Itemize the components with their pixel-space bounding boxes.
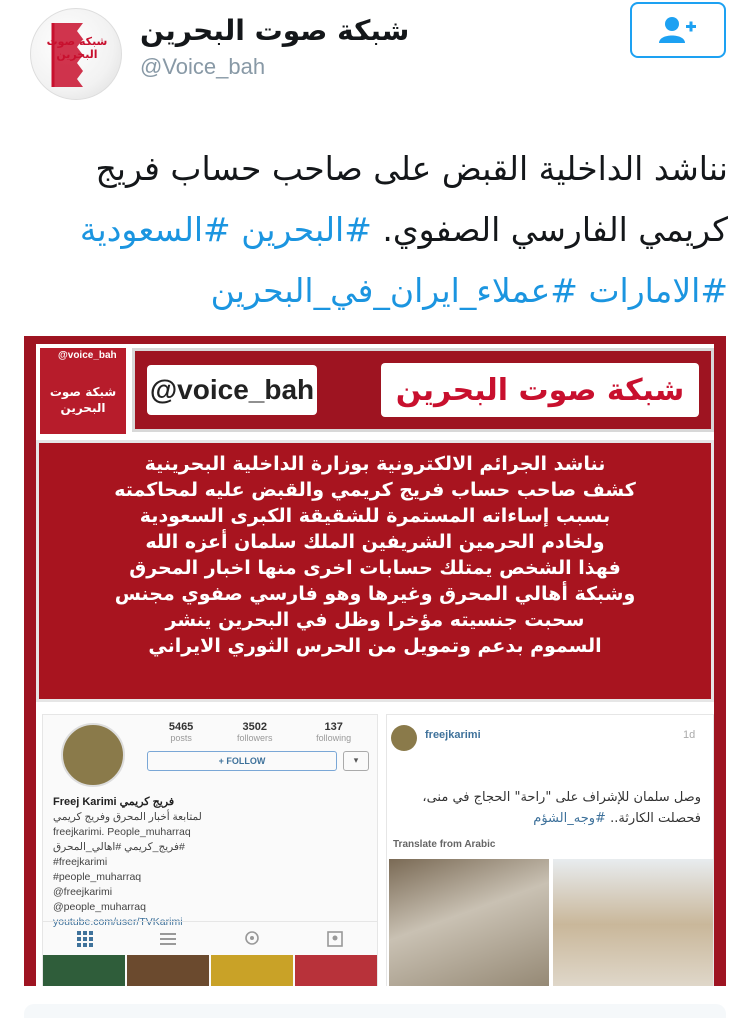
post-caption-text: وصل سلمان للإشراف على "راحة" الحجاج في منى، فحصلت الكارثة..	[422, 790, 701, 826]
screenshot-collage	[36, 714, 714, 986]
post-time: 1d	[683, 729, 696, 741]
mini-logo-handle: @voice_bah	[58, 350, 117, 361]
statement-line: ولخادم الحرمين الشريفين الملك سلمان أعزه الله	[145, 531, 605, 553]
ig-bio	[53, 795, 373, 930]
ig-stat	[316, 721, 351, 743]
ig-bio-link: youtube.com/user/TVKarimi	[53, 916, 183, 928]
hashtag-link[interactable]: #السعودية	[79, 210, 231, 249]
ig-stats	[147, 721, 373, 743]
hashtag-link[interactable]: #الامارات	[588, 271, 728, 310]
ig-stat-number: 5465	[168, 721, 194, 733]
ig-bio-line: @freejkarimi	[53, 886, 113, 898]
ig-bio-line: #فريج_كريمي #اهالي_المحرق	[53, 841, 185, 853]
hashtag-link[interactable]: #عملاء_ايران_في_البحرين	[210, 271, 578, 310]
post-caption-hashtag: #وجه_الشؤم	[533, 811, 606, 826]
statement-line: كشف صاحب حساب فريج كريمي والقبض عليه لمحاكمته	[114, 479, 636, 501]
ig-bio-line: freejkarimi. People_muharraq	[53, 826, 191, 838]
tweet-body: نناشد الداخلية القبض على صاحب حساب فريج كريمي الفارسي الصفوي.	[95, 149, 728, 249]
banner-title: شبكة صوت البحرين	[381, 363, 699, 417]
instagram-post-screenshot	[386, 714, 714, 986]
ig-tabs	[43, 921, 377, 955]
tweet-header	[0, 0, 750, 110]
ig-follow-button: + FOLLOW	[147, 751, 337, 771]
image-banner-row	[36, 344, 714, 434]
ig-thumbnails	[43, 955, 377, 986]
post-username: freejkarimi	[425, 729, 481, 741]
avatar-label: شبكة صوت البحرين	[46, 35, 108, 61]
post-images	[389, 859, 713, 986]
banner-handle: @voice_bah	[147, 365, 317, 415]
profile-avatar[interactable]	[30, 8, 122, 100]
ig-stat-number: 137	[324, 721, 343, 733]
ig-bio-line: #people_muharraq	[53, 871, 142, 883]
display-name[interactable]: شبكة صوت البحرين	[140, 14, 410, 47]
mini-logo	[40, 348, 126, 434]
image-banner	[132, 348, 714, 432]
ig-stat	[169, 721, 193, 743]
follow-button[interactable]	[630, 2, 726, 58]
statement-line: بسبب إساءاته المستمرة للشقيقة الكبرى السعودية	[139, 505, 611, 527]
statement-line: نناشد الجرائم الالكترونية بوزارة الداخلية البحرينية	[144, 453, 606, 475]
ig-bio-line: @people_muharraq	[53, 901, 146, 913]
ig-thumbnail	[211, 955, 293, 986]
ig-stat-number: 3502	[242, 721, 267, 733]
ig-stat	[237, 721, 273, 743]
instagram-profile-screenshot	[42, 714, 378, 986]
add-user-icon	[658, 16, 698, 44]
statement-line: سحبت جنسيته مؤخرا وظل في البحرين ينشر	[165, 609, 585, 631]
mini-logo-title: شبكة صوت البحرين	[49, 385, 117, 415]
post-image-crowd	[389, 859, 549, 986]
media-content	[36, 344, 714, 986]
hashtag-link[interactable]: #البحرين	[241, 210, 372, 249]
ig-thumbnail	[127, 955, 209, 986]
ig-bio-line: لمتابعة أخبار المحرق وفريج كريمي	[53, 811, 202, 823]
translate-label: Translate from Arabic	[393, 839, 496, 850]
post-avatar	[391, 725, 417, 751]
ig-thumbnail	[43, 955, 125, 986]
ig-stat-label: following	[316, 733, 352, 743]
statement-line: وشبكة أهالي المحرق وغيرها وهو فارسي صفوي مجنس	[114, 583, 636, 605]
statement-line: فهذا الشخص يمتلك حسابات اخرى منها اخبار المحرق	[129, 557, 621, 579]
post-caption	[401, 787, 701, 829]
user-handle[interactable]: @Voice_bah	[140, 54, 266, 79]
tweet-media-image[interactable]	[24, 336, 726, 986]
ig-thumbnail	[295, 955, 377, 986]
ig-stat-label: posts	[170, 733, 192, 743]
post-image-portrait	[553, 859, 713, 986]
ig-profile-avatar	[61, 723, 125, 787]
ig-dropdown-button: ▾	[343, 751, 369, 771]
ig-name: Freej Karimi فريج كريمي	[53, 796, 175, 808]
statement-box	[36, 440, 714, 702]
tagged-icon	[326, 930, 344, 948]
ig-bio-line: #freejkarimi	[53, 856, 108, 868]
list-icon	[159, 930, 177, 948]
reply-box[interactable]	[24, 1004, 726, 1018]
ig-stat-label: followers	[236, 733, 273, 743]
grid-icon	[76, 930, 94, 948]
tweet-text	[24, 138, 728, 321]
statement-line: السموم بدعم وتمويل من الحرس الثوري الايراني	[148, 635, 602, 657]
location-icon	[243, 930, 261, 948]
